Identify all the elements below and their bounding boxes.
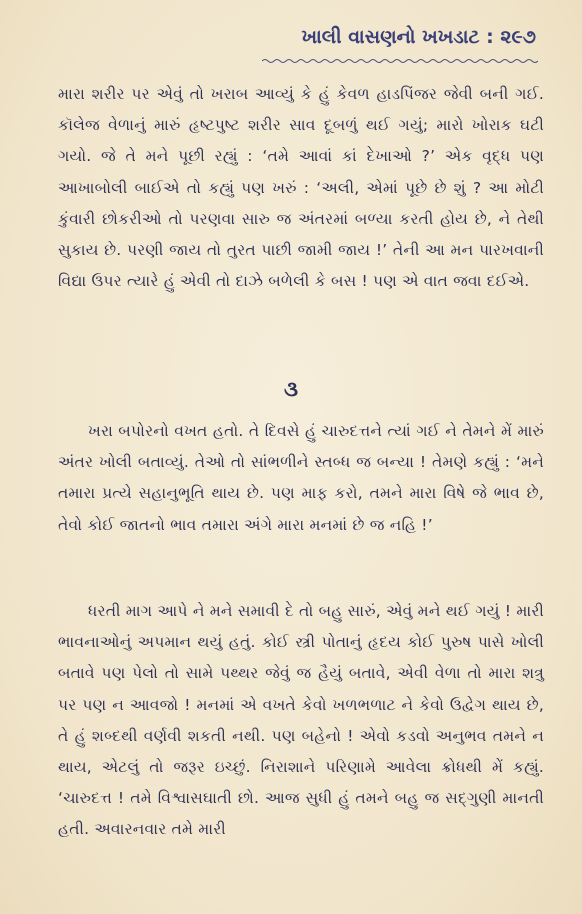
- running-header: ખાલી વાસણનો ખખડાટ : ૨૯૭: [301, 26, 536, 48]
- paragraph-1: મારા શરીર પર એવું તો ખરાબ આવ્યું કે હું કેવળ હાડપિંજર જેવી બની ગઈ. કૉલેજ વેળાનું મારું હૃષ્ટપુષ્ટ શરીર સાવ દૂબળું થઈ ગયું; મારો ખોરાક ઘટી ગયો. જે તે મને પૂછી રહ્યું : ‘તમે આવાં કાં દેખાઓ ?’ એક વૃદ્ધ પણ આખાબોલી બાઈએ તો કહ્યું પણ ખરું : ‘અલી, એમાં પૂછે છે શું ? આ મોટી કુંવારી છોકરીઓ તો પરણવા સારુ જ અંતરમાં બળ્યા કરતી હોય છે, ને તેથી સુકાય છે. પરણી જાય તો તુરત પાછી જામી જાય !’ તેની આ મન પારખવાની વિદ્યા ઉપર ત્યારે હું એવી તો દાઝે બળેલી કે બસ ! પણ એ વાત જવા દઈએ.: [58, 85, 544, 291]
- paragraph-2: ખરા બપોરનો વખત હતો. તે દિવસે હું ચારુદત્તને ત્યાં ગઈ ને તેમને મેં મારું અંતર ખોલી બતાવ્યું. તેઓ તો સાંભળીને સ્તબ્ધ જ બન્યા ! તેમણે કહ્યું : ‘મને તમારા પ્રત્યે સહાનુભૂતિ થાય છે. પણ માફ કરો, તમને મારા વિષે જે ભાવ છે, તેવો કોઈ જાતનો ભાવ તમારા અંગે મારા મનમાં છે જ નહિ !’: [58, 422, 544, 534]
- header-wavy-rule: [262, 58, 538, 64]
- paragraph-3: ધરતી માગ આપે ને મને સમાવી દે તો બહુ સારું, એવું મને થઈ ગયું ! મારી ભાવનાઓનું અપમાન થયું હતું. કોઈ સ્ત્રી પોતાનું હૃદય કોઈ પુરુષ પાસે ખોલી બતાવે પણ પેલો તો સામે પથ્થર જેવું જ હૈયું બતાવે, એવી વેળા તો મારા શત્રુ પર પણ ન આવજો ! મનમાં એ વખતે કેવો ખળભળાટ ને કેવો ઉદ્વેગ થાય છે, તે હું શબ્દથી વર્ણવી શકતી નથી. પણ બહેનો ! એવો કડવો અનુભવ તમને ન થાય, એટલું તો જરૂર ઇચ્છું. નિરાશાને પરિણામે આવેલા ક્રોધથી મેં કહ્યું. ‘ચારુદત્ત ! તમે વિશ્વાસઘાતી છો. આજ સુધી હું તમને બહુ જ સદ્‌ગુણી માનતી હતી. અવારનવાર તમે મારી: [58, 602, 544, 839]
- section-number: ૩: [284, 377, 298, 401]
